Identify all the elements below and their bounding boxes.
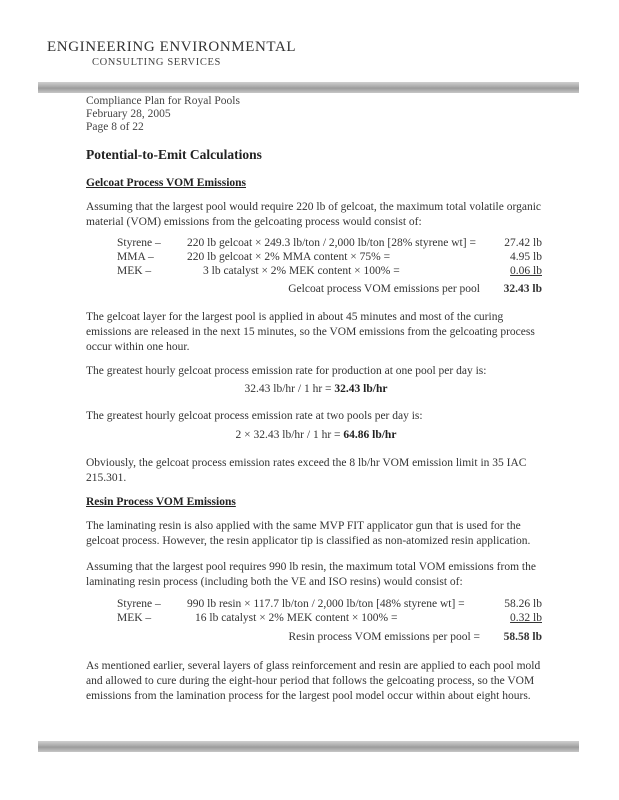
gelcoat-row-mma — [117, 251, 542, 265]
resin-total — [117, 631, 542, 646]
gelcoat-intro: Assuming that the largest pool would require 220 lb of gelcoat, the maximum total volatile organic material (VOM) emissions from the gelcoating process would consist of: — [86, 201, 542, 228]
resin-heading: Resin Process VOM Emissions — [86, 496, 236, 508]
company-division: CONSULTING SERVICES — [92, 57, 221, 68]
footer-divider-bar — [38, 741, 579, 752]
row-value: 58.26 lb — [504, 598, 542, 610]
gelcoat-row-mek — [117, 265, 542, 279]
row-label: Styrene – — [117, 237, 161, 249]
header-divider-bar — [38, 82, 579, 93]
equation-result: 32.43 lb/hr — [334, 383, 388, 395]
section-title: Potential-to-Emit Calculations — [86, 147, 262, 162]
row-label: MMA – — [117, 251, 154, 263]
resin-lamination-paragraph: As mentioned earlier, several layers of glass reinforcement and resin are applied to each pool mold and allowed to cure during the eight-hour period that follows the gelcoating process, so the VOM emissions from the lamination process for the largest pool model occur within about eight hours. — [86, 660, 541, 702]
equation-text: 32.43 lb/hr / 1 hr = — [244, 383, 335, 395]
total-value: 58.58 lb — [503, 631, 542, 643]
row-formula: 990 lb resin × 117.7 lb/ton / 2,000 lb/ton [48% styrene wt] = — [187, 598, 465, 610]
gelcoat-one-pool-paragraph: The greatest hourly gelcoat process emission rate for production at one pool per day is: — [86, 365, 487, 377]
page-number: Page 8 of 22 — [86, 121, 144, 133]
row-formula: 16 lb catalyst × 2% MEK content × 100% = — [195, 612, 398, 624]
total-value: 32.43 lb — [503, 283, 542, 295]
resin-row-styrene — [117, 598, 542, 612]
gelcoat-row-styrene — [117, 237, 542, 251]
equation-result: 64.86 lb/hr — [343, 429, 397, 441]
resin-intro-paragraph: Assuming that the largest pool requires 990 lb resin, the maximum total VOM emissions from the laminating resin process (including both the VE and ISO resins) would consist of: — [86, 561, 536, 588]
gelcoat-heading: Gelcoat Process VOM Emissions — [86, 177, 247, 189]
row-label: MEK – — [117, 612, 152, 624]
resin-row-mek — [117, 612, 542, 626]
gelcoat-two-pool-equation — [86, 429, 546, 441]
row-formula: 3 lb catalyst × 2% MEK content × 100% = — [203, 265, 400, 277]
row-value: 27.42 lb — [504, 237, 542, 249]
row-value: 4.95 lb — [510, 251, 542, 263]
gelcoat-two-pool-paragraph: The greatest hourly gelcoat process emission rate at two pools per day is: — [86, 410, 423, 422]
gelcoat-one-pool-equation — [86, 383, 546, 395]
gelcoat-timing-paragraph: The gelcoat layer for the largest pool is applied in about 45 minutes and most of the curing emissions are released in the next 15 minutes, so the VOM emissions from the gelcoating process occur within one hour. — [86, 311, 535, 353]
total-label: Resin process VOM emissions per pool = — [288, 631, 480, 643]
row-value: 0.06 lb — [510, 265, 542, 277]
row-formula: 220 lb gelcoat × 249.3 lb/ton / 2,000 lb/ton [28% styrene wt] = — [187, 237, 476, 249]
document-title: Compliance Plan for Royal Pools — [86, 95, 240, 107]
row-label: MEK – — [117, 265, 152, 277]
resin-applicator-paragraph: The laminating resin is also applied with the same MVP FIT applicator gun that is used for the gelcoat process. However, the resin applicator tip is classified as non-atomized resin application. — [86, 520, 531, 547]
gelcoat-total — [117, 283, 542, 298]
equation-text: 2 × 32.43 lb/hr / 1 hr = — [235, 429, 344, 441]
row-value: 0.32 lb — [510, 612, 542, 624]
document-date: February 28, 2005 — [86, 108, 171, 120]
row-formula: 220 lb gelcoat × 2% MMA content × 75% = — [187, 251, 391, 263]
gelcoat-conclusion-paragraph: Obviously, the gelcoat process emission rates exceed the 8 lb/hr VOM emission limit in 35 IAC 215.301. — [86, 457, 527, 484]
row-label: Styrene – — [117, 598, 161, 610]
company-name: ENGINEERING ENVIRONMENTAL — [47, 39, 297, 55]
total-label: Gelcoat process VOM emissions per pool — [288, 283, 480, 295]
